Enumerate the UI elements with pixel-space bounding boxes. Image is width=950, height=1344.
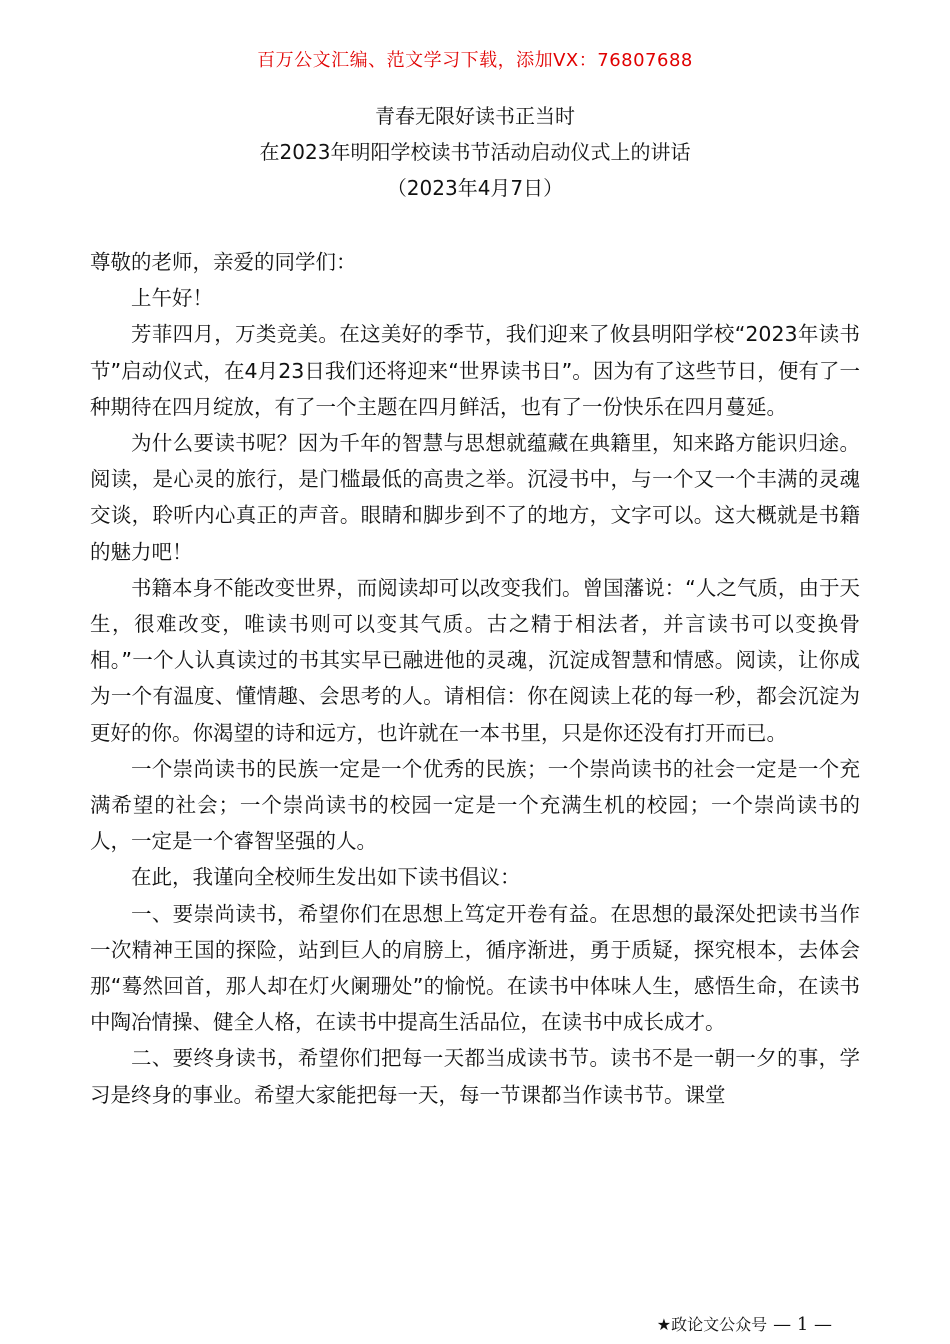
footer-source: ★政论文公众号 — [656, 1315, 768, 1334]
title-subtitle: 在2023年明阳学校读书节活动启动仪式上的讲话 — [259, 140, 691, 164]
title-date: （2023年4月7日） — [386, 176, 564, 200]
title-main: 青春无限好读书正当时 — [375, 104, 575, 128]
greeting: 上午好！ — [131, 286, 213, 311]
paragraph: 书籍本身不能改变世界，而阅读却可以改变我们。曾国藩说：“人之气质，由于天生，很难改变，唯读书则可以变其气质。古之精于相法者，并言读书可以变换骨相。”一个人认真读过的书其实早已融进他的灵魂，沉淀成智慧和情感。阅读，让你成为一个有温度、懂情趣、会思考的人。请相信：你在阅读上花的每一秒，都会沉淀为更好的你。你渴望的诗和远方，也许就在一本书里，只是你还没有打开而已。 — [90, 575, 860, 745]
speech-body — [90, 244, 860, 1113]
salutation: 尊敬的老师，亲爱的同学们： — [90, 250, 357, 274]
paragraph: 在此，我谨向全校师生发出如下读书倡议： — [131, 865, 521, 890]
paragraph: 二、要终身读书，希望你们把每一天都当成读书节。读书不是一朝一夕的事，学习是终身的事业。希望大家能把每一天，每一节课都当作读书节。课堂 — [90, 1046, 860, 1107]
header-banner: 百万公文汇编、范文学习下载，添加VX：76807688 — [257, 50, 693, 71]
page-number: — 1 — — [773, 1314, 832, 1335]
page-footer — [657, 1312, 832, 1335]
paragraph: 为什么要读书呢？因为千年的智慧与思想就蕴藏在典籍里，知来路方能识归途。阅读，是心灵的旅行，是门槛最低的高贵之举。沉浸书中，与一个又一个丰满的灵魂交谈，聆听内心真正的声音。眼睛和脚步到不了的地方，文字可以。这大概就是书籍的魅力吧！ — [90, 431, 860, 564]
paragraph: 芳菲四月，万类竞美。在这美好的季节，我们迎来了攸县明阳学校“2023年读书节”启动仪式，在4月23日我们还将迎来“世界读书日”。因为有了这些节日，便有了一种期待在四月绽放，有了一个主题在四月鲜活，也有了一份快乐在四月蔓延。 — [90, 322, 860, 419]
paragraph: 一个崇尚读书的民族一定是一个优秀的民族；一个崇尚读书的社会一定是一个充满希望的社会；一个崇尚读书的校园一定是一个充满生机的校园；一个崇尚读书的人，一定是一个睿智坚强的人。 — [90, 756, 860, 854]
paragraph: 一、要崇尚读书，希望你们在思想上笃定开卷有益。在思想的最深处把读书当作一次精神王国的探险，站到巨人的肩膀上，循序渐进，勇于质疑，探究根本，去体会那“蓦然回首，那人却在灯火阑珊处”的愉悦。在读书中体味人生，感悟生命，在读书中陶冶情操、健全人格，在读书中提高生活品位，在读书中成长成才。 — [90, 901, 860, 1035]
title-block — [0, 98, 950, 206]
